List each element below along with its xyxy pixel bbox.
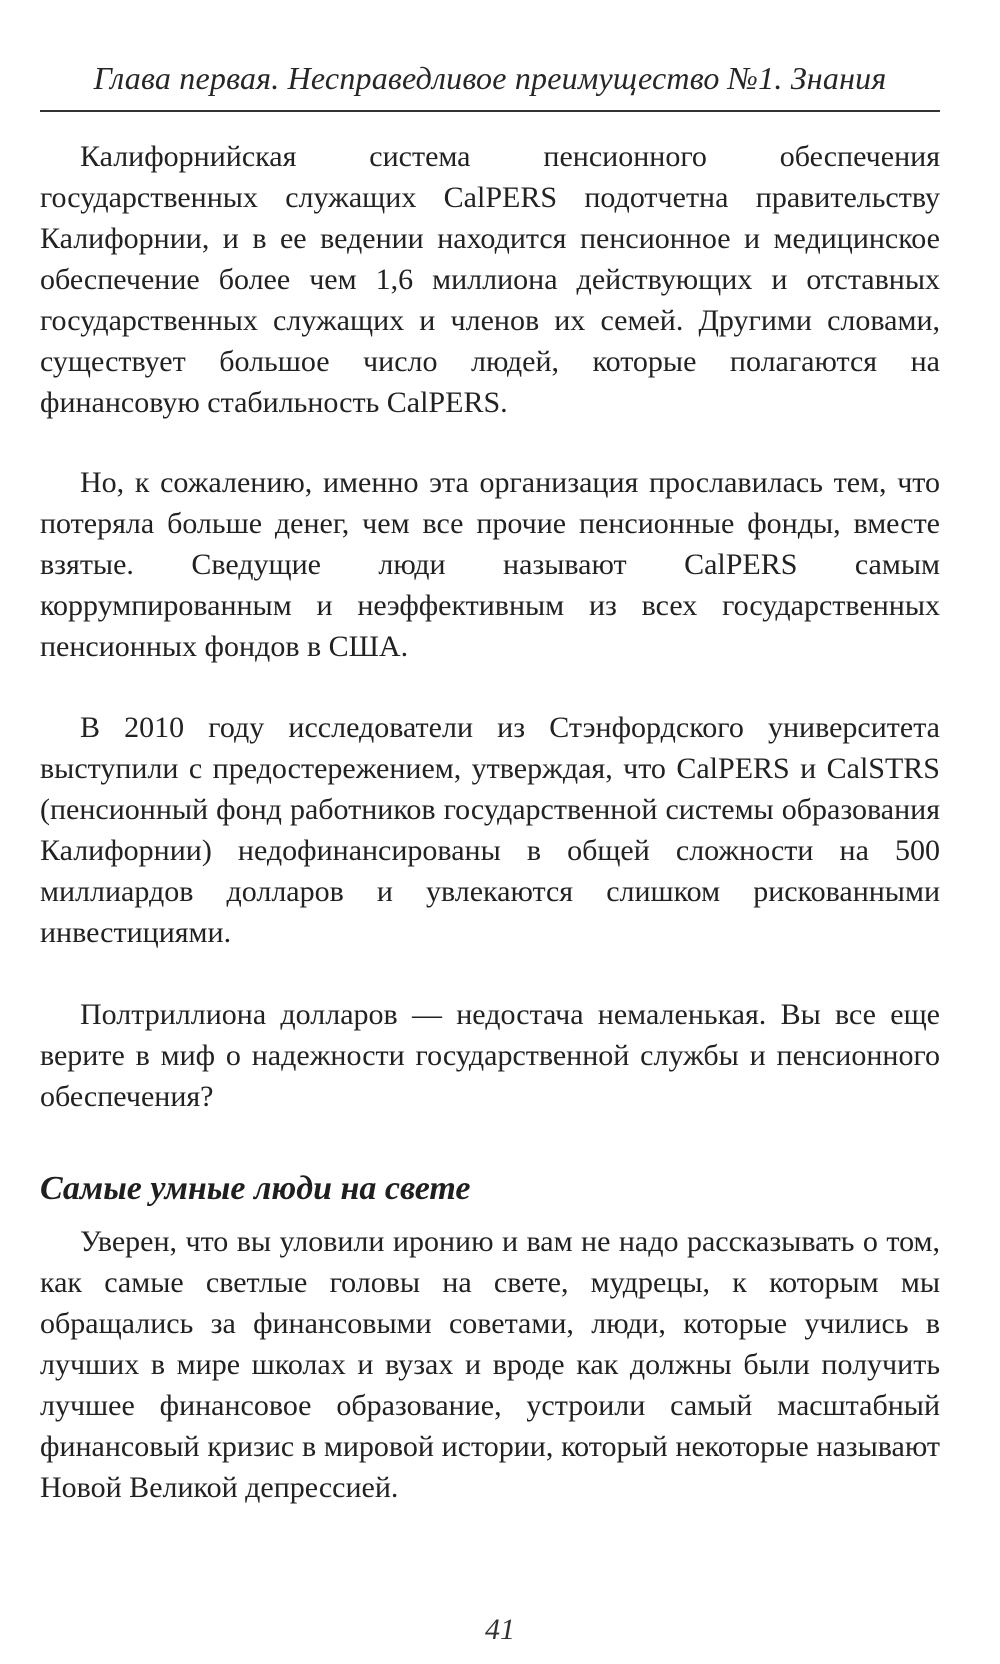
paragraph-calpers-intro: Калифорнийская система пенсионного обеспечения государственных служащих CalPERS подотчетна правительству Калифорнии, и в ее ведении находится пенсионное и медицинское обеспечение более чем 1,6 миллиона действующих и отставных государственных служащих и членов их семей. Другими словами, существует большое число людей, которые полагаются на финансовую стабильность CalPERS. [40,140,940,419]
page-number: 41 [485,1613,515,1646]
running-head: Глава первая. Несправедливое преимущество №1. Знания [93,60,887,96]
paragraph-half-trillion: Полтриллиона долларов — недостача немаленькая. Вы все еще верите в миф о надежности государственной службы и пенсионного обеспечения? [40,998,940,1113]
paragraph-stanford-warning: В 2010 году исследователи из Стэнфордского университета выступили с предостережением, утверждая, что CalPERS и CalSTRS (пенсионный фонд работников государственной системы образования Калифорнии) недофинансированы в общей сложности на 500 миллиардов долларов и увлекаются слишком рискованными инвестициями. [40,711,940,949]
paragraph-calpers-losses: Но, к сожалению, именно эта организация прославилась тем, что потеряла больше денег, чем все прочие пенсионные фонды, вместе взятые. Сведущие люди называют CalPERS самым коррумпированным и неэффективным из всех государственных пенсионных фондов в США. [40,466,940,663]
header-rule [40,110,940,112]
paragraph-smartest-people: Уверен, что вы уловили иронию и вам не надо рассказывать о том, как самые светлые головы на свете, мудрецы, к которым мы обращались за финансовыми советами, люди, которые учились в лучших в мире школах и вузах и вроде как должны были получить лучшее финансовое образование, устроили самый масштабный финансовый кризис в мировой истории, который некоторые называют Новой Великой депрессией. [40,1225,940,1504]
section-heading: Самые умные люди на свете [40,1170,471,1207]
